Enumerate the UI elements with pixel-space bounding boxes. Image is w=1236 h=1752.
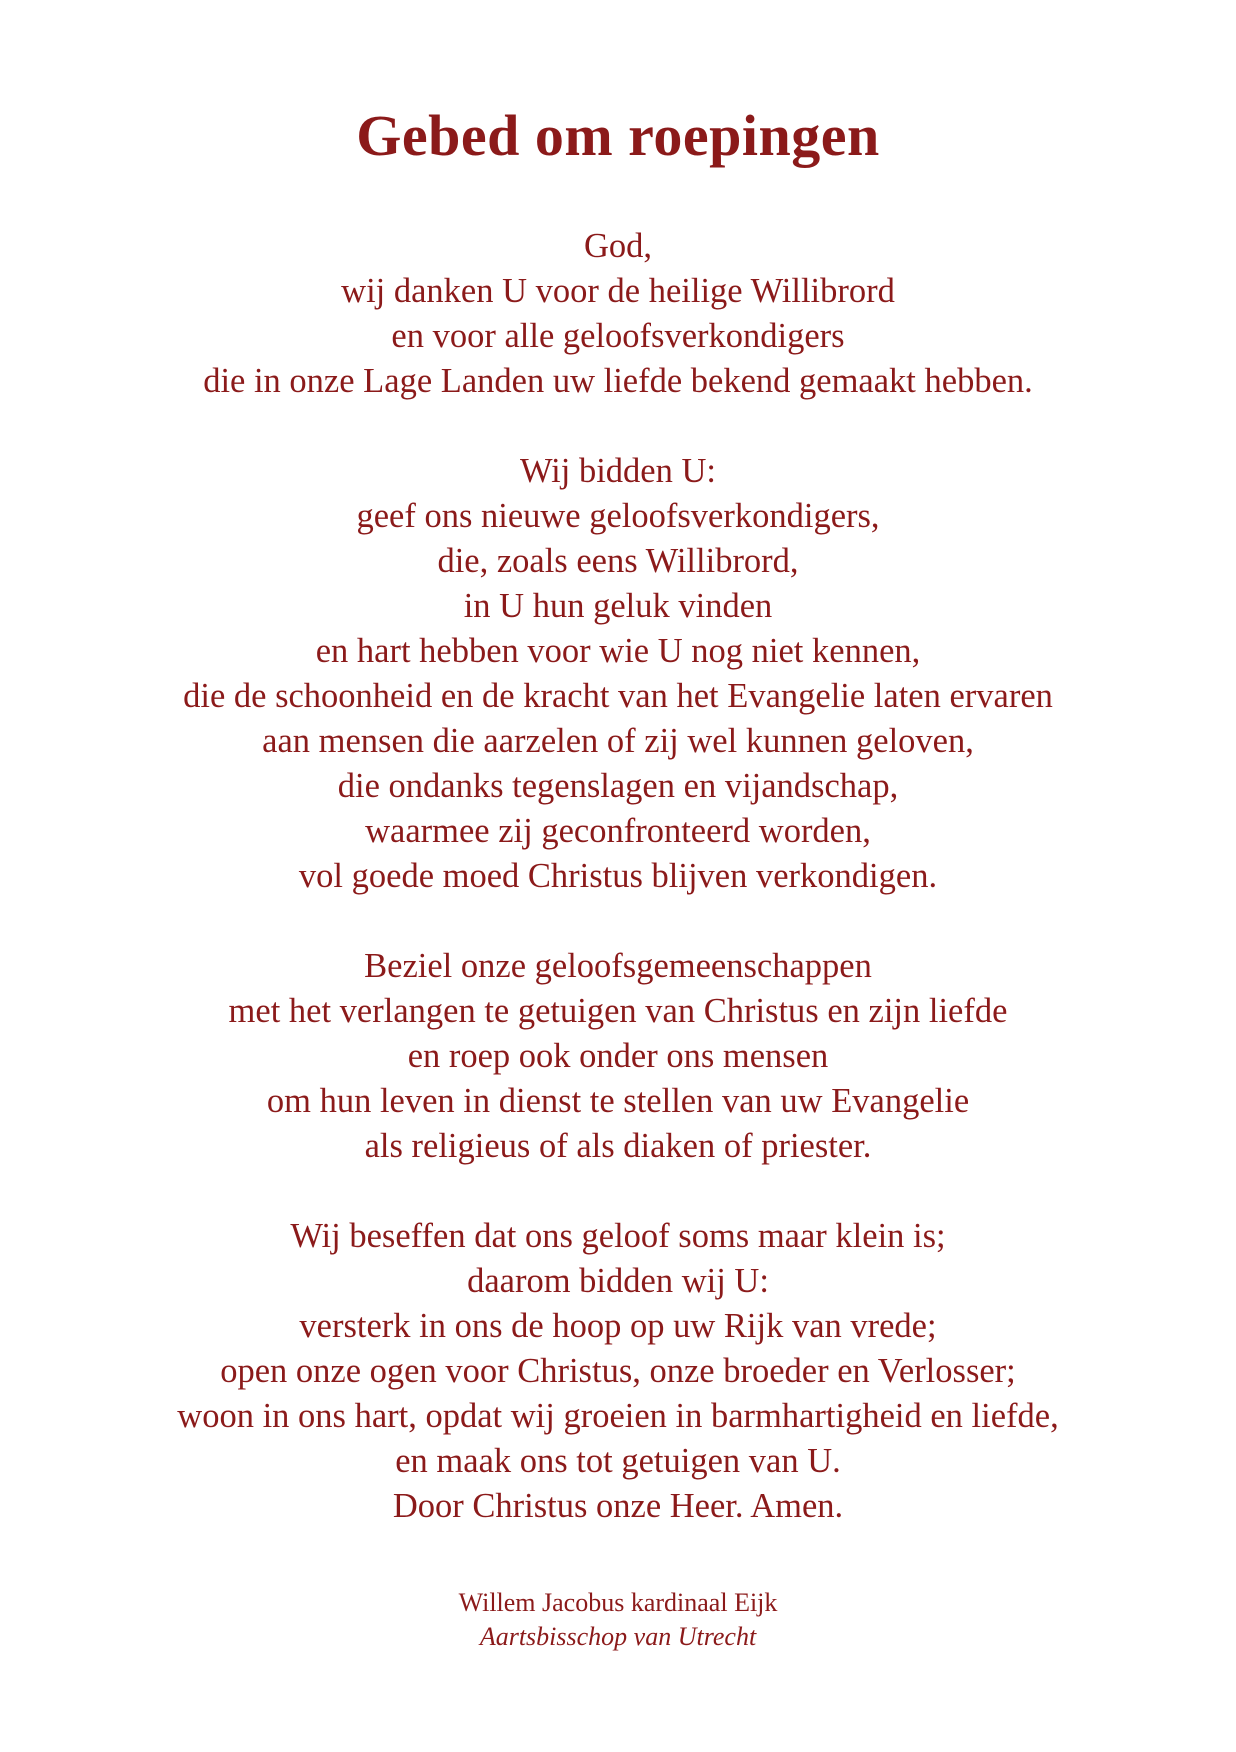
prayer-line: en voor alle geloofsverkondigers [391,317,845,355]
prayer-line: om hun leven in dienst te stellen van uw Evangelie [266,1082,970,1120]
prayer-line: Wij bidden U: [520,452,716,490]
prayer-line: waarmee zij geconfronteerd worden, [365,812,871,850]
prayer-line: die ondanks tegenslagen en vijandschap, [337,767,899,805]
prayer-line: woon in ons hart, opdat wij groeien in barmhartigheid en liefde, [177,1397,1059,1435]
prayer-line: daarom bidden wij U: [467,1262,769,1300]
author-role: Aartsbisschop van Utrecht [479,1622,757,1651]
prayer-line: en roep ook onder ons mensen [407,1037,829,1075]
prayer-line: God, [583,227,653,265]
prayer-line: met het verlangen te getuigen van Christus en zijn liefde [228,992,1008,1030]
prayer-line: Beziel onze geloofsgemeenschappen [364,947,872,985]
prayer-line: geef ons nieuwe geloofsverkondigers, [356,497,880,535]
prayer-line: die de schoonheid en de kracht van het Evangelie laten ervaren [183,677,1053,715]
prayer-line: vol goede moed Christus blijven verkondigen. [298,857,938,895]
stanza-1 [0,224,1236,404]
page-title: Gebed om roepingen [356,103,880,168]
prayer-line: die, zoals eens Willibrord, [437,542,799,580]
prayer-line: Door Christus onze Heer. Amen. [392,1487,844,1525]
author-name: Willem Jacobus kardinaal Eijk [458,1588,778,1617]
stanza-4 [0,1214,1236,1529]
prayer-line: als religieus of als diaken of priester. [364,1127,872,1165]
stanza-2 [0,449,1236,899]
prayer-line: wij danken U voor de heilige Willibrord [341,272,895,310]
prayer-line: open onze ogen voor Christus, onze broeder en Verlosser; [220,1352,1016,1390]
prayer-line: en maak ons tot getuigen van U. [395,1442,841,1480]
prayer-line: die in onze Lage Landen uw liefde bekend gemaakt hebben. [203,362,1033,400]
prayer-line: en hart hebben voor wie U nog niet kennen, [315,632,921,670]
prayer-line: versterk in ons de hoop op uw Rijk van vrede; [299,1307,937,1345]
prayer-body [0,224,1236,1574]
prayer-line: in U hun geluk vinden [463,587,773,625]
prayer-line: Wij beseffen dat ons geloof soms maar klein is; [290,1217,946,1255]
stanza-3 [0,944,1236,1169]
prayer-line: aan mensen die aarzelen of zij wel kunnen geloven, [262,722,974,760]
signature [0,1586,1236,1654]
